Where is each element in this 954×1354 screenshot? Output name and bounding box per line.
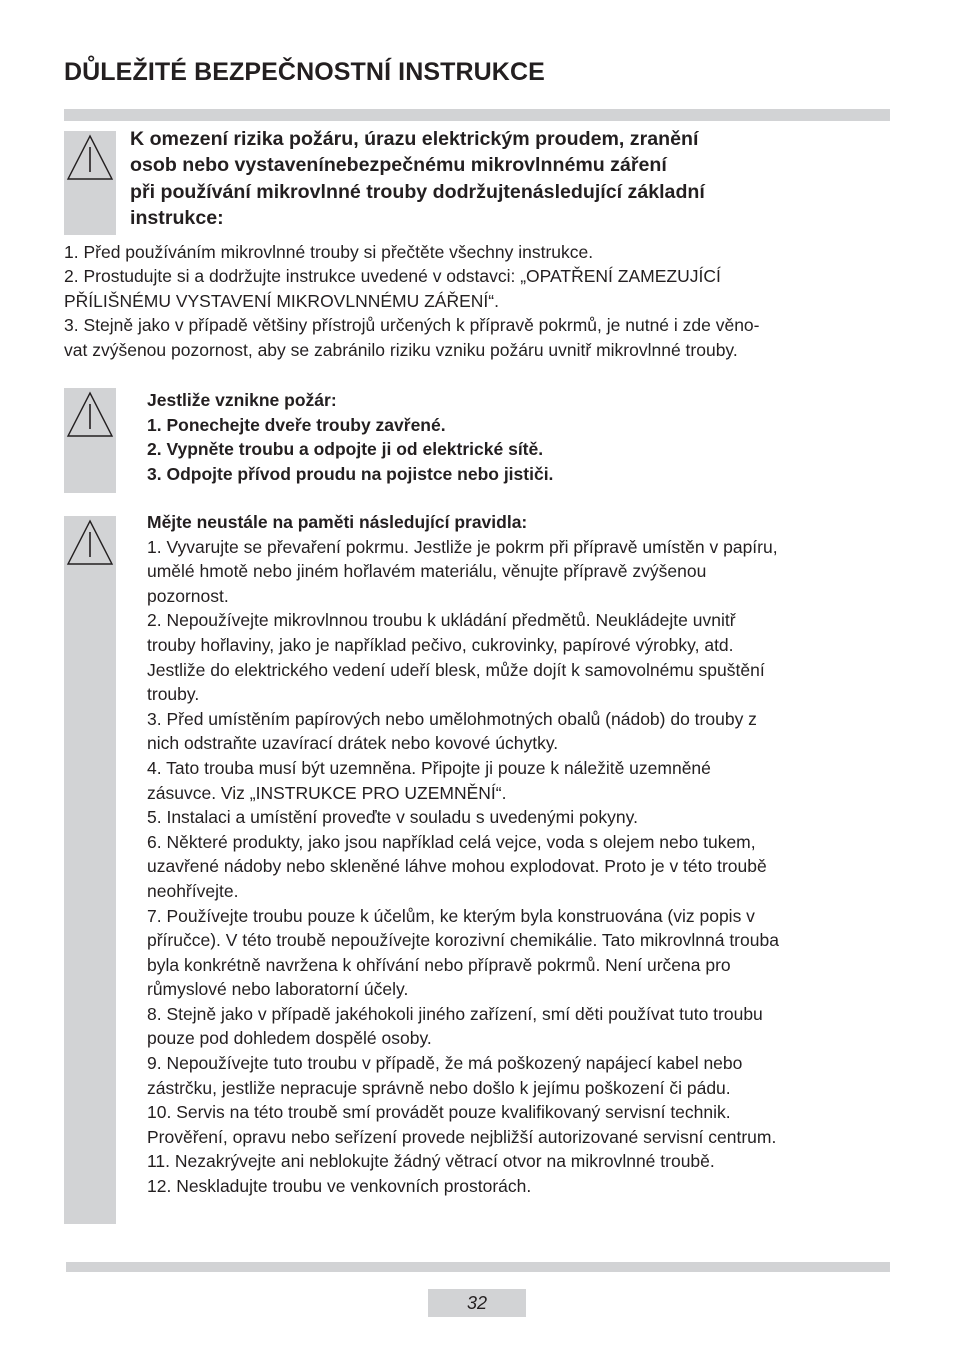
intro-instructions [64, 240, 890, 362]
lead-warning-text [130, 126, 870, 231]
warning-sidebar-1 [64, 131, 116, 235]
rules-line: nich odstraňte uzavírací drátek nebo kovové úchytky. [147, 733, 559, 754]
rules-line: neohřívejte. [147, 880, 239, 901]
fire-line: 2. Vypněte troubu a odpojte ji od elektrické sítě. [147, 439, 544, 460]
rules-line: 3. Před umístěním papírových nebo umělohmotných obalů (nádob) do trouby z [147, 708, 757, 729]
top-divider [64, 109, 890, 121]
lead-line: instrukce: [130, 206, 224, 229]
warning-sidebar-2 [64, 388, 116, 493]
rules-heading: Mějte neustále na paměti následující pravidla: [147, 512, 528, 532]
rules-line: 9. Nepoužívejte tuto troubu v případě, že má poškozený napájecí kabel nebo [147, 1053, 743, 1074]
page-title: DŮLEŽITÉ BEZPEČNOSTNÍ INSTRUKCE [64, 58, 545, 86]
fire-line: Jestliže vznikne požár: [147, 390, 337, 410]
rules-line: 8. Stejně jako v případě jakéhokoli jiného zařízení, smí děti používat tuto troubu [147, 1003, 763, 1024]
fire-line: 3. Odpojte přívod proudu na pojistce nebo jističi. [147, 463, 554, 484]
rules-line: 5. Instalaci a umístění proveďte v souladu s uvedenými pokyny. [147, 807, 638, 828]
rules-line: příručce). V této troubě nepoužívejte korozivní chemikálie. Tato mikrovlnná trouba [147, 930, 779, 951]
lead-line: osob nebo vystavenínebezpečnému mikrovlnnému záření [130, 154, 667, 177]
warning-triangle-icon [66, 390, 114, 438]
rules-line: zásuvce. Viz „INSTRUKCE PRO UZEMNĚNÍ“. [147, 782, 507, 803]
warning-triangle-icon [66, 518, 114, 566]
rules-line: 2. Nepoužívejte mikrovlnnou troubu k ukládání předmětů. Neukládejte uvnitř [147, 610, 736, 631]
rules-line: Prověření, opravu nebo seřízení provede nejbližší autorizované servisní centrum. [147, 1126, 777, 1147]
rules-line: 12. Neskladujte troubu ve venkovních prostorách. [147, 1176, 532, 1197]
intro-line: 2. Prostudujte si a dodržujte instrukce uvedené v odstavci: „OPATŘENÍ ZAMEZUJÍCÍ [64, 266, 721, 287]
rules-line: Jestliže do elektrického vedení udeří blesk, může dojít k samovolnému spuštění [147, 659, 765, 680]
rules-line: 4. Tato trouba musí být uzemněna. Připojte ji pouze k náležitě uzemněné [147, 757, 711, 778]
warning-sidebar-3 [64, 516, 116, 1224]
rules-line: 7. Používejte troubu pouze k účelům, ke kterým byla konstruována (viz popis v [147, 905, 755, 926]
rules-line: zástrčku, jestliže nepracuje správně nebo došlo k jejímu poškození či pádu. [147, 1077, 731, 1098]
warning-triangle-icon [66, 133, 114, 181]
intro-line: PŘÍLIŠNÉMU VYSTAVENÍ MIKROVLNNÉMU ZÁŘENÍ“. [64, 290, 499, 311]
fire-instructions [147, 388, 890, 486]
rules-line: byla konkrétně navržena k ohřívání nebo přípravě pokrmů. Není určena pro [147, 954, 731, 975]
rules-line: 10. Servis na této troubě smí provádět pouze kvalifikovaný servisní technik. [147, 1102, 731, 1123]
lead-line: K omezení rizika požáru, úrazu elektrickým proudem, zranění [130, 128, 699, 150]
rules-line: umělé hmotě nebo jiném hořlavém materiálu, věnujte přípravě zvýšenou [147, 561, 707, 582]
rules-line: trouby hořlaviny, jako je například pečivo, cukrovinky, papírové výrobky, atd. [147, 634, 734, 655]
bottom-divider [66, 1262, 890, 1272]
rules-line: pozornost. [147, 585, 229, 606]
rules-list [147, 510, 890, 1199]
lead-line: při používání mikrovlnné trouby dodržujtenásledující základní [130, 180, 705, 203]
rules-line: pouze pod dohledem dospělé osoby. [147, 1028, 432, 1049]
page-number: 32 [428, 1289, 526, 1317]
rules-line: 1. Vyvarujte se převaření pokrmu. Jestliže je pokrm při přípravě umístěn v papíru, [147, 536, 778, 557]
fire-line: 1. Ponechejte dveře trouby zavřené. [147, 414, 446, 435]
rules-line: 11. Nezakrývejte ani neblokujte žádný větrací otvor na mikrovlnné troubě. [147, 1151, 715, 1172]
intro-line: 1. Před používáním mikrovlnné trouby si přečtěte všechny instrukce. [64, 242, 594, 262]
intro-line: 3. Stejně jako v případě většiny přístrojů určených k přípravě pokrmů, je nutné i zde věno- [64, 315, 760, 336]
intro-line: vat zvýšenou pozornost, aby se zabránilo riziku vzniku požáru uvnitř mikrovlnné trouby. [64, 339, 738, 360]
rules-line: růmyslové nebo laboratorní účely. [147, 979, 409, 1000]
rules-line: 6. Některé produkty, jako jsou například celá vejce, voda s olejem nebo tukem, [147, 831, 756, 852]
rules-line: trouby. [147, 684, 200, 705]
rules-line: uzavřené nádoby nebo skleněné láhve mohou explodovat. Proto je v této troubě [147, 856, 767, 877]
